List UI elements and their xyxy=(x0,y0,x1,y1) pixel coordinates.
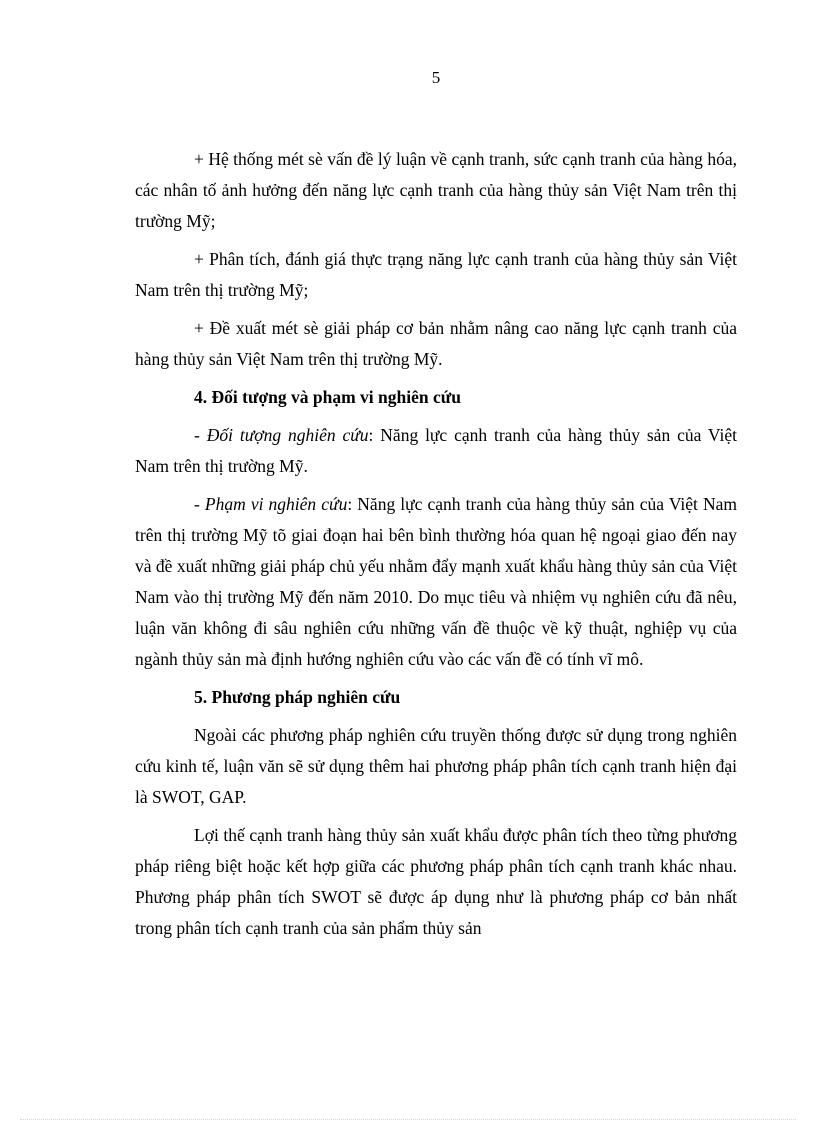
page-number: 5 xyxy=(431,68,441,87)
scope-text: : Năng lực cạnh tranh của hàng thủy sản của Việt Nam trên thị trường Mỹ tõ giai đoạn hai bên bình thường hóa quan hệ ngoại giao đến nay và đề xuất những giải pháp chủ yếu nhằm đẩy mạnh xuất khẩu hàng thủy sản của Việt Nam vào thị trường Mỹ đến năm 2010. Do mục tiêu và nhiệm vụ nghiên cứu đã nêu, luận văn không đi sâu nghiên cứu những vấn đề thuộc về kỹ thuật, nghiệp vụ của ngành thủy sản mà định hướng nghiên cứu vào các vấn đề có tính vĩ mô. xyxy=(135,494,737,669)
document-body xyxy=(135,144,737,944)
scope-prefix: - xyxy=(194,494,205,514)
research-scope-paragraph xyxy=(135,489,737,675)
object-prefix: - xyxy=(194,425,207,445)
bullet-paragraph: + Phân tích, đánh giá thực trạng năng lực cạnh tranh của hàng thủy sản Việt Nam trên thị trường Mỹ; xyxy=(135,249,737,300)
bullet-paragraph: + Đề xuất mét sè giải pháp cơ bản nhằm nâng cao năng lực cạnh tranh của hàng thủy sản Việt Nam trên thị trường Mỹ. xyxy=(135,318,737,369)
body-paragraph: Lợi thế cạnh tranh hàng thủy sản xuất khẩu được phân tích theo từng phương pháp riêng biệt hoặc kết hợp giữa các phương pháp phân tích cạnh tranh khác nhau. Phương pháp phân tích SWOT sẽ được áp dụng như là phương pháp cơ bản nhất trong phân tích cạnh tranh của sản phẩm thủy sản xyxy=(135,825,737,938)
research-object-paragraph xyxy=(135,420,737,482)
section-heading: 4. Đối tượng và phạm vi nghiên cứu xyxy=(194,387,461,407)
section-heading: 5. Phương pháp nghiên cứu xyxy=(194,687,401,707)
body-paragraph: Ngoài các phương pháp nghiên cứu truyền thống được sử dụng trong nghiên cứu kinh tế, luận văn sẽ sử dụng thêm hai phương pháp phân tích cạnh tranh hiện đại là SWOT, GAP. xyxy=(135,725,737,807)
bullet-paragraph: + Hệ thống mét sè vấn đề lý luận về cạnh tranh, sức cạnh tranh của hàng hóa, các nhân tố ảnh hưởng đến năng lực cạnh tranh của hàng thủy sản Việt Nam trên thị trường Mỹ; xyxy=(135,149,737,231)
scope-label: Phạm vi nghiên cứu xyxy=(204,494,348,514)
page-bottom-rule xyxy=(20,1119,796,1120)
object-text: : Năng lực cạnh tranh của hàng thủy sản của Việt Nam trên thị trường Mỹ. xyxy=(135,425,737,476)
object-label: Đối tượng nghiên cứu xyxy=(206,425,369,445)
